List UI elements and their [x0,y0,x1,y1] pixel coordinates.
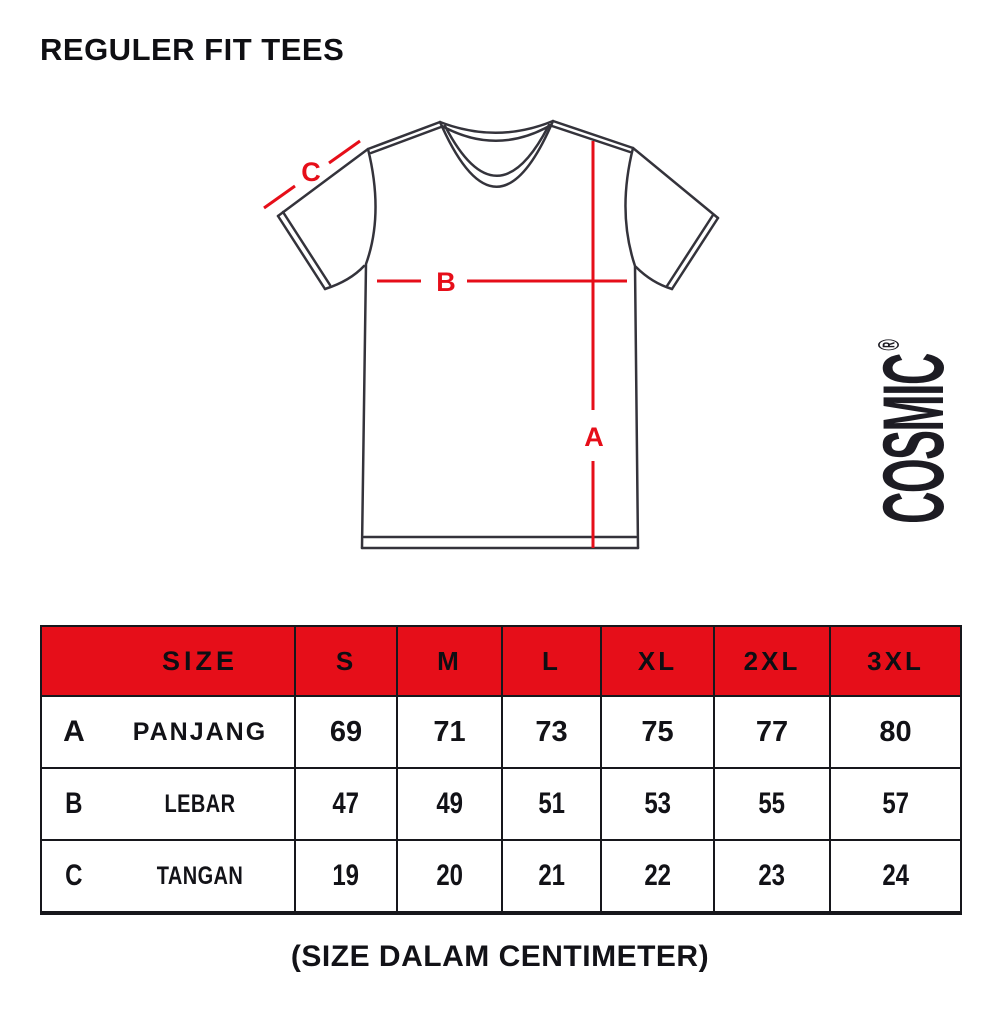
table-header-row [42,627,960,695]
value-text: 71 [433,715,466,748]
brand-logo-text [866,339,965,524]
row-letter: C [65,859,83,892]
value-text: 80 [879,715,912,748]
value-text: 57 [882,787,909,820]
value-cell [829,841,960,911]
value-text: 24 [882,859,909,892]
header-size-2xl: 2XL [713,627,829,695]
header-size-3xl: 3XL [829,627,960,695]
row-letter: A [63,715,85,748]
label-c: C [301,157,321,187]
measurement-labels [301,157,604,452]
header-size-xl: XL [600,627,713,695]
label-b: B [436,267,456,297]
value-cell [396,769,501,839]
brand-name: COSMIC [866,353,963,524]
value-cell [713,697,829,767]
right-cuff-inner [667,215,713,286]
value-cell [294,841,396,911]
value-text: 19 [332,859,360,892]
left-shoulder-seam [371,127,441,153]
header-size-l: L [501,627,600,695]
row-label-cell [42,697,294,767]
value-text: 73 [535,715,568,748]
row-label-cell [42,769,294,839]
value-text: 51 [538,787,565,820]
value-text: 49 [436,787,463,820]
value-text: 77 [755,715,789,748]
right-armhole-and-side [625,148,638,548]
size-table [40,625,962,915]
table-row-lebar [42,767,960,839]
header-size-m: M [396,627,501,695]
tshirt-outline [278,121,718,548]
value-cell [501,697,600,767]
left-armhole-and-side [362,149,376,548]
value-text: 75 [641,715,674,748]
measurement-lines [264,141,627,548]
registered-trademark-icon: ® [873,338,907,351]
value-cell [396,697,501,767]
value-cell [829,769,960,839]
value-text: 21 [538,859,565,892]
tshirt-measurement-diagram [230,100,780,570]
page-title: REGULER FIT TEES [40,32,345,67]
row-name: PANJANG [132,717,268,746]
brand-logo-vertical [868,318,962,544]
label-a: A [584,422,604,452]
value-text: 69 [329,715,363,748]
row-name: TANGAN [156,861,244,890]
value-cell [600,841,713,911]
right-shoulder-seam [552,126,630,152]
left-cuff-outer [278,216,325,289]
row-name: LEBAR [164,789,236,818]
row-label-cell [42,841,294,911]
value-cell [713,769,829,839]
header-size-label: SIZE [161,645,238,676]
value-text: 22 [644,859,671,892]
value-cell [600,697,713,767]
measure-line-c-lower [264,186,295,208]
table-row-tangan [42,839,960,911]
value-cell [600,769,713,839]
value-text: 53 [644,787,671,820]
header-size-cell [42,627,294,695]
collar-back-outer-line [440,121,553,133]
table-row-panjang [42,695,960,767]
value-text: 47 [332,787,360,820]
value-text: 55 [758,787,786,820]
value-text: 23 [758,859,786,892]
value-cell [501,769,600,839]
value-cell [829,697,960,767]
header-size-s: S [294,627,396,695]
left-cuff-inner [283,212,330,285]
row-letter: B [65,787,83,820]
value-cell [294,769,396,839]
value-cell [501,841,600,911]
value-cell [294,697,396,767]
value-cell [396,841,501,911]
unit-note: (SIZE DALAM CENTIMETER) [290,940,710,973]
value-cell [713,841,829,911]
right-cuff-outer [672,218,718,289]
value-text: 20 [436,859,463,892]
